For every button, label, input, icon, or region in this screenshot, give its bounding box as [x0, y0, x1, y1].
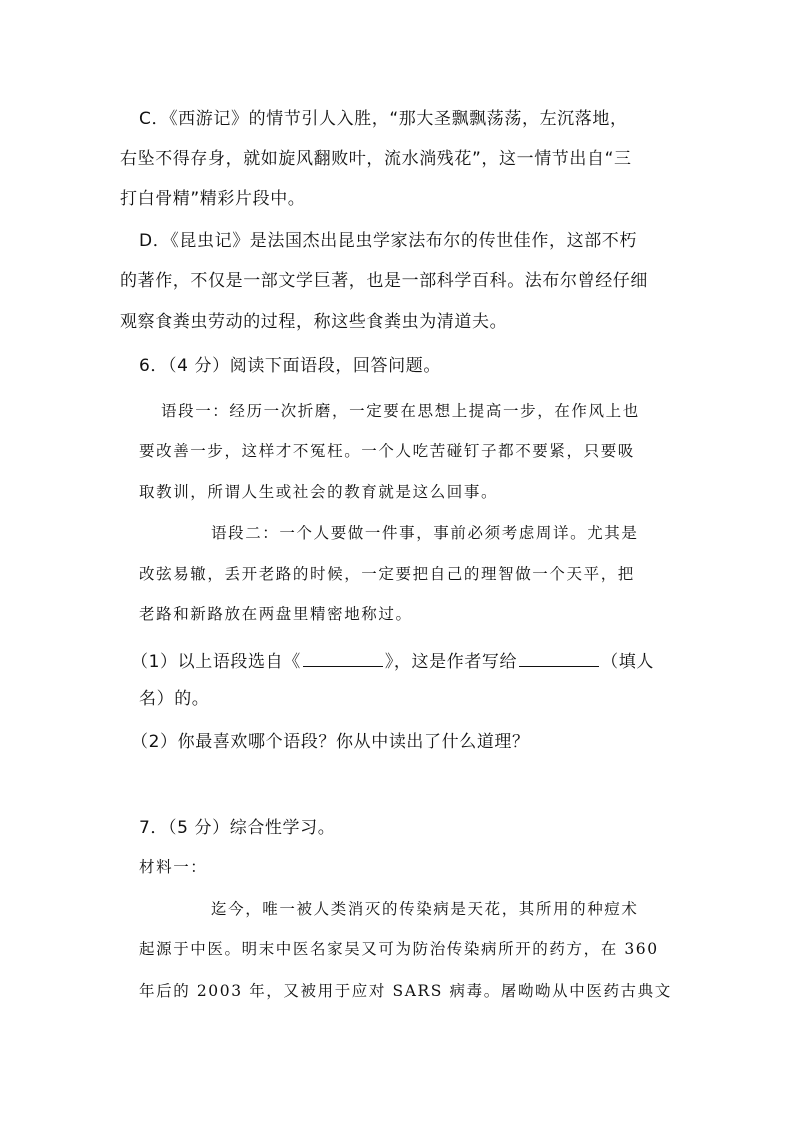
- q7-material-1-line-2: 起源于中医。明末中医名家吴又可为防治传染病所开的药方，在 360: [139, 940, 659, 958]
- material-1-label: 材料一：: [139, 858, 208, 876]
- q6-subquestion-2: （2）你最喜欢哪个语段？你从中读出了什么道理？: [131, 732, 530, 752]
- question-6-heading: 6．（4 分）阅读下面语段，回答问题。: [139, 356, 441, 376]
- option-c-line-2: 右坠不得存身，就如旋风翻败叶，流水淌残花”，这一情节出自“三: [120, 149, 632, 169]
- option-c-line-3: 打白骨精”精彩片段中。: [120, 189, 306, 209]
- q6-sub1-text-a: （1）以上语段选自《: [131, 652, 301, 672]
- question-7-heading: 7．（5 分）综合性学习。: [139, 818, 336, 838]
- option-c-line-1: C．《西游记》的情节引人入胜，“那大圣飘飘荡荡，左沉落地，: [139, 109, 628, 129]
- q6-subquestion-1-line-1: [131, 648, 654, 673]
- q6-passage-1-line-2: 要改善一步，这样才不冤枉。一个人吃苦碰钉子都不要紧，只要吸: [139, 442, 635, 460]
- q6-subquestion-1-line-2: 名）的。: [139, 689, 210, 709]
- q6-sub1-text-b: 》，这是作者写给: [384, 652, 518, 672]
- q7-material-1-line-3: 年后的 2003 年，又被用于应对 SARS 病毒。屠呦呦从中医药古典文: [139, 982, 672, 1000]
- q6-passage-1-line-1: 语段一：经历一次折磨，一定要在思想上提高一步，在作风上也: [161, 402, 640, 420]
- q6-passage-2-line-3: 老路和新路放在两盘里精密地称过。: [139, 605, 413, 623]
- q7-material-1-line-1: 迄今，唯一被人类消灭的传染病是天花，其所用的种痘术: [211, 900, 639, 918]
- q6-passage-2-line-2: 改弦易辙，丢开老路的时候，一定要把自己的理智做一个天平，把: [139, 565, 635, 583]
- q6-passage-1-line-3: 取教训，所谓人生或社会的教育就是这么回事。: [139, 483, 499, 501]
- q6-sub1-text-c: （填人: [601, 652, 654, 672]
- option-d-line-2: 的著作，不仅是一部文学巨著，也是一部科学百科。法布尔曾经仔细: [120, 271, 648, 291]
- option-d-line-3: 观察食粪虫劳动的过程，称这些食粪虫为清道夫。: [120, 312, 508, 332]
- recipient-name-blank[interactable]: [519, 648, 599, 667]
- book-title-blank[interactable]: [303, 648, 383, 667]
- option-d-line-1: D．《昆虫记》是法国杰出昆虫学家法布尔的传世佳作，这部不朽: [139, 231, 637, 251]
- q6-passage-2-line-1: 语段二：一个人要做一件事，事前必须考虑周详。尤其是: [211, 524, 639, 542]
